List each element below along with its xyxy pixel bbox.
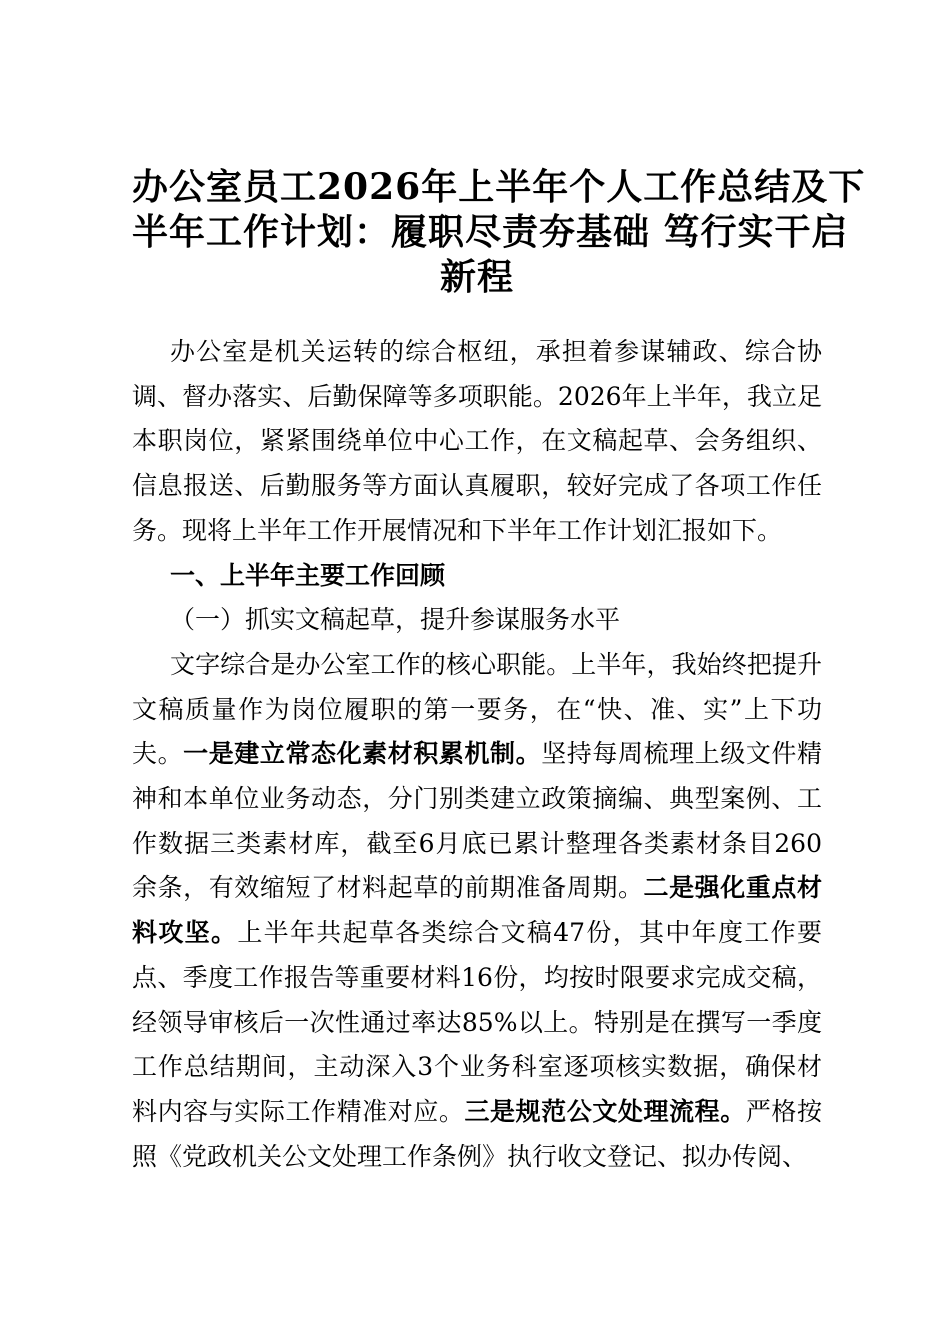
title-line-2: 半年工作计划：履职尽责夯基础 笃行实干启 <box>132 211 849 253</box>
document-title <box>132 165 866 300</box>
point-one-bold: 一是建立常态化素材积累机制。 <box>183 739 542 769</box>
document-page <box>132 165 866 1179</box>
p2-line-9: 经领导审核后一次性通过率达85%以上。特别是在撰写一季度 <box>132 1007 822 1037</box>
point-two-bold-b: 料攻坚。 <box>132 918 238 948</box>
intro-line-4: 信息报送、后勤服务等方面认真履职，较好完成了各项工作任 <box>132 471 822 501</box>
p2-line-3-text-c: 坚持每周梳理上级文件精 <box>541 739 822 769</box>
p2-line-7-text-b: 上半年共起草各类综合文稿47份，其中年度工作要 <box>237 918 822 948</box>
intro-line-3: 本职岗位，紧紧围绕单位中心工作，在文稿起草、会务组织、 <box>132 426 822 456</box>
intro-line-5: 务。现将上半年工作开展情况和下半年工作计划汇报如下。 <box>132 515 783 545</box>
p2-line-12: 照《党政机关公文处理工作条例》执行收文登记、拟办传阅、 <box>132 1141 808 1171</box>
p2-line-1: 文字综合是办公室工作的核心职能。上半年，我始终把提升 <box>170 649 822 679</box>
point-three-bold: 三是规范公文处理流程。 <box>464 1096 746 1126</box>
intro-line-1: 办公室是机关运转的综合枢纽，承担着参谋辅政、综合协 <box>170 337 822 366</box>
p2-line-11 <box>132 1090 822 1135</box>
p2-line-6-text-a: 余条，有效缩短了材料起草的前期准备周期。 <box>132 873 644 903</box>
p2-line-11-text-c: 严格按 <box>745 1096 822 1126</box>
subsection-heading-1: （一）抓实文稿起草，提升参谋服务水平 <box>170 605 621 635</box>
p2-line-10: 工作总结期间，主动深入3个业务科室逐项核实数据，确保材 <box>132 1052 822 1082</box>
p2-line-3-text-a: 夫。 <box>132 739 184 769</box>
p2-line-7 <box>132 911 822 956</box>
p2-line-6 <box>132 866 822 911</box>
p2-line-5: 作数据三类素材库，截至6月底已累计整理各类素材条目260 <box>132 828 822 858</box>
p2-line-11-text-a: 料内容与实际工作精准对应。 <box>132 1096 465 1126</box>
p2-line-8: 点、季度工作报告等重要材料16份，均按时限要求完成交稿， <box>132 962 822 992</box>
intro-line-2: 调、督办落实、后勤保障等多项职能。2026年上半年，我立足 <box>132 381 822 411</box>
p2-line-4: 神和本单位业务动态，分门别类建立政策摘编、典型案例、工 <box>132 784 822 814</box>
point-two-bold-a: 二是强化重点材 <box>643 873 822 903</box>
intro-paragraph <box>132 330 822 554</box>
p2-line-3 <box>132 732 822 777</box>
title-line-3: 新程 <box>439 256 514 298</box>
p2-line-2: 文稿质量作为岗位履职的第一要务，在“快、准、实”上下功 <box>132 694 822 724</box>
body-paragraph-2 <box>132 643 822 1179</box>
document-body <box>132 330 822 1179</box>
title-line-1: 办公室员工2026年上半年个人工作总结及下 <box>132 166 866 208</box>
section-heading-1: 一、上半年主要工作回顾 <box>170 560 446 590</box>
